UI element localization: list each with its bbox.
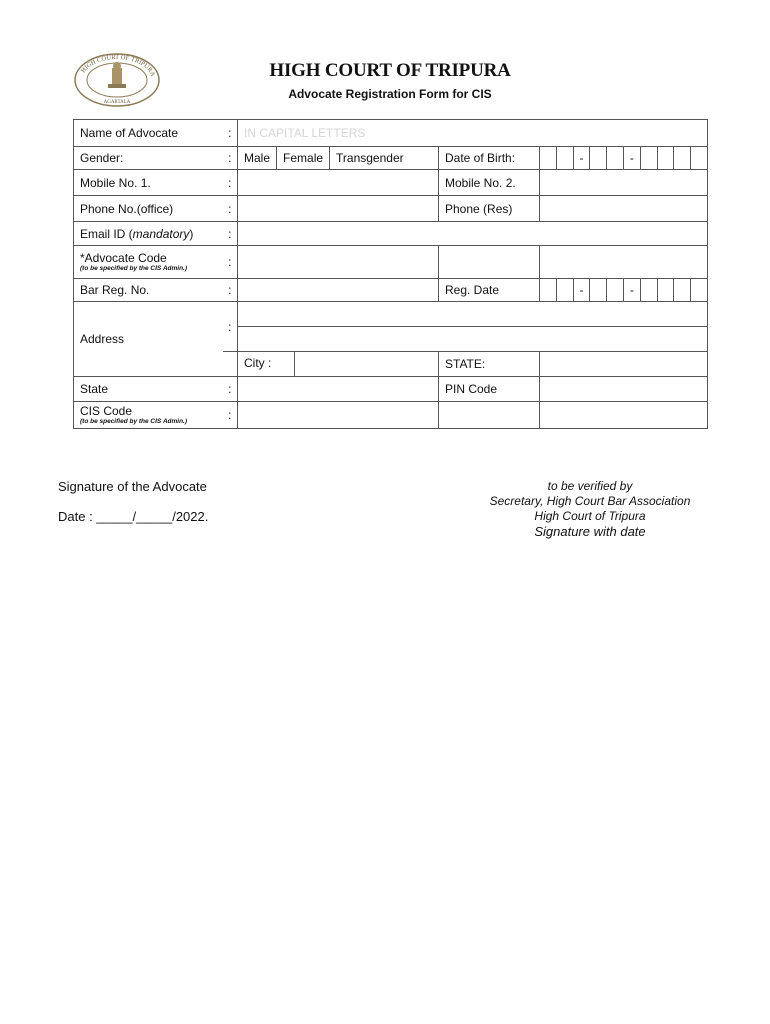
city-label: City : [238,352,295,376]
advocate-code-label: *Advocate Code (to be specified by the CIS Admin.) [74,246,223,279]
high-court-seal-logo [72,52,162,108]
city-field[interactable] [295,352,438,376]
phone-res-label: Phone (Res) [439,196,540,222]
svg-text:HIGH COURT OF TRIPURA: HIGH COURT OF TRIPURA [79,53,157,78]
state-field[interactable] [238,377,439,402]
phone-office-label: Phone No.(office) [74,196,223,222]
email-field[interactable] [238,222,708,246]
verification-block [470,479,710,539]
name-field[interactable] [238,120,708,147]
gender-option-transgender[interactable]: Transgender [336,151,404,165]
phone-office-field[interactable] [238,196,439,222]
pin-field[interactable] [540,377,708,402]
name-placeholder: IN CAPITAL LETTERS [244,126,366,140]
mobile2-field[interactable] [540,170,708,196]
phone-res-field[interactable] [540,196,708,222]
email-label: Email ID (mandatory) [74,222,223,246]
dob-label: Date of Birth: [439,147,540,170]
page-title: HIGH COURT OF TRIPURA [269,60,511,81]
advocate-signature-label: Signature of the Advocate [58,479,207,494]
advocate-code-field[interactable] [238,246,439,279]
state-label: State [74,377,223,402]
dob-boxes[interactable]: - - [540,147,708,170]
gender-option-male[interactable]: Male [238,147,277,169]
mobile2-label: Mobile No. 2. [439,170,540,196]
verify-line-1: to be verified by [547,479,633,493]
cis-code-label: CIS Code (to be specified by the CIS Admin.) [74,402,223,429]
pin-label: PIN Code [439,377,540,402]
svg-text:AGARTALA: AGARTALA [103,100,131,105]
reg-date-label: Reg. Date [439,279,540,302]
gender-option-female[interactable]: Female [277,147,330,169]
bar-reg-label: Bar Reg. No. [74,279,223,302]
mobile1-label: Mobile No. 1. [74,170,223,196]
state-caps-label: STATE: [439,352,540,377]
registration-form-table: Name of Advocate : IN CAPITAL LETTERS Gender: : Male Female Transgender Date of Birth: - - Mobile No. 1. : Mobile No. 2. Phone No.(office) : Phone (Res) Email ID (mandatory) : *Advocate Code (to be specified by the CIS Admin.) : Bar Reg. No. : Reg. Date - - Address : City : STATE: State : PIN Code CIS Code (to be specified by the CIS Admin.) : [73,119,708,429]
verify-line-4: Signature with date [534,524,646,539]
state-caps-field[interactable] [540,352,708,377]
gender-label: Gender: [74,147,223,170]
verify-line-2: Secretary, High Court Bar Association [489,494,691,508]
name-label: Name of Advocate [74,120,223,147]
address-line-2[interactable] [238,327,708,352]
address-line-1[interactable] [238,302,708,327]
form-subtitle: Advocate Registration Form for CIS [288,87,492,101]
reg-date-boxes[interactable]: - - [540,279,708,302]
address-label: Address [74,302,223,377]
cis-code-field[interactable] [238,402,439,429]
mobile1-field[interactable] [238,170,439,196]
date-line: Date : _____/_____/2022. [58,509,209,524]
bar-reg-field[interactable] [238,279,439,302]
verify-line-3: High Court of Tripura [534,509,646,523]
